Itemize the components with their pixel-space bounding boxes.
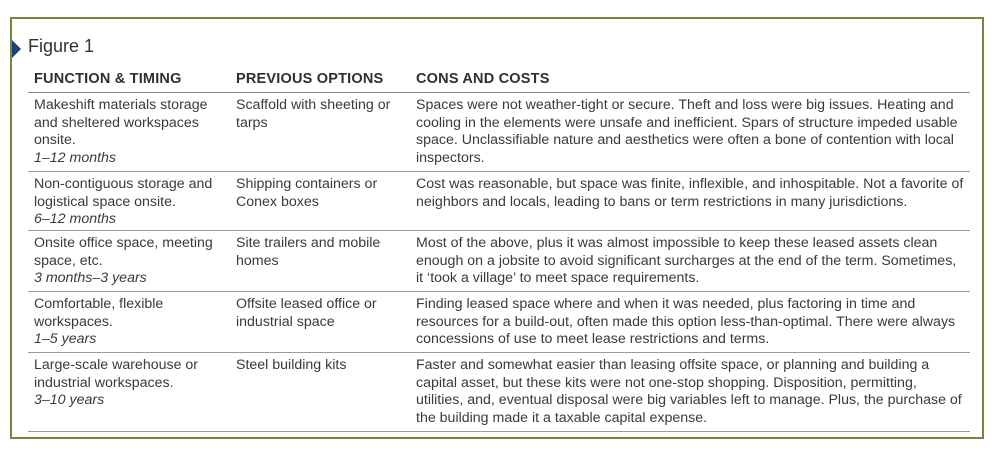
cons-costs-cell: Faster and somewhat easier than leasing offsite space, or planning and building a capital asset, but these kits were not one-stop shopping. Disposition, permitting, utilities, and, eventual disposal were big variables left to manage. Plus, the purchase of the building made it a taxable capital expense. <box>416 357 962 426</box>
function-cell <box>28 292 232 352</box>
timing-text: 3 months–3 years <box>34 270 147 286</box>
timing-text: 3–10 years <box>34 392 105 408</box>
table-row <box>28 93 970 172</box>
header-function-timing: FUNCTION & TIMING <box>34 71 182 87</box>
table-header <box>28 66 970 93</box>
table-row <box>28 292 970 353</box>
function-text: Large-scale warehouse or industrial workspaces. <box>34 357 199 391</box>
timing-text: 1–12 months <box>34 149 117 166</box>
table-row <box>28 353 970 432</box>
cons-costs-cell: Spaces were not weather-tight or secure. Theft and loss were big issues. Heating and cooling in the elements were unsafe and inefficient. Spars of structure impeded usable space. Unclassifiable nature and aesthetics were often a bone of contention with local inspectors. <box>416 97 958 166</box>
previous-options-cell: Steel building kits <box>236 357 347 373</box>
function-cell <box>28 172 232 230</box>
cons-costs-cell: Finding leased space where and when it was needed, plus factoring in time and resources for a build-out, often made this option less-than-optimal. There were always concessions of use to meet lease restrictions and terms. <box>416 296 956 347</box>
cons-costs-cell: Cost was reasonable, but space was finite, inflexible, and inhospitable. Not a favorite of neighbors and locals, leading to bans or term restrictions in many jurisdictions. <box>416 176 964 210</box>
previous-options-cell: Shipping containers or Conex boxes <box>236 176 378 210</box>
function-text: Makeshift materials storage and sheltered workspaces onsite. <box>34 97 208 148</box>
previous-options-cell: Site trailers and mobile homes <box>236 235 381 269</box>
function-text: Comfortable, flexible workspaces. <box>34 296 164 330</box>
table-row <box>28 231 970 292</box>
figure-marker-icon <box>12 40 21 58</box>
table-row <box>28 172 970 231</box>
timing-text: 6–12 months <box>34 211 117 227</box>
previous-options-cell: Offsite leased office or industrial space <box>236 296 377 330</box>
comparison-table <box>28 66 970 432</box>
timing-text: 1–5 years <box>34 331 97 347</box>
header-previous-options: PREVIOUS OPTIONS <box>236 71 384 87</box>
function-text: Onsite office space, meeting space, etc. <box>34 235 213 269</box>
function-cell <box>28 231 232 291</box>
function-cell <box>28 93 232 171</box>
header-cons-costs: CONS AND COSTS <box>416 71 550 87</box>
previous-options-cell: Scaffold with sheeting or tarps <box>236 97 391 131</box>
function-cell <box>28 353 232 431</box>
cons-costs-cell: Most of the above, plus it was almost impossible to keep these leased assets clean enough on a jobsite to avoid significant surcharges at the end of the term. Sometimes, it ‘took a village’ to meet space requirements. <box>416 235 957 286</box>
function-text: Non-contiguous storage and logistical space onsite. <box>34 176 213 210</box>
figure-title: Figure 1 <box>28 36 95 56</box>
